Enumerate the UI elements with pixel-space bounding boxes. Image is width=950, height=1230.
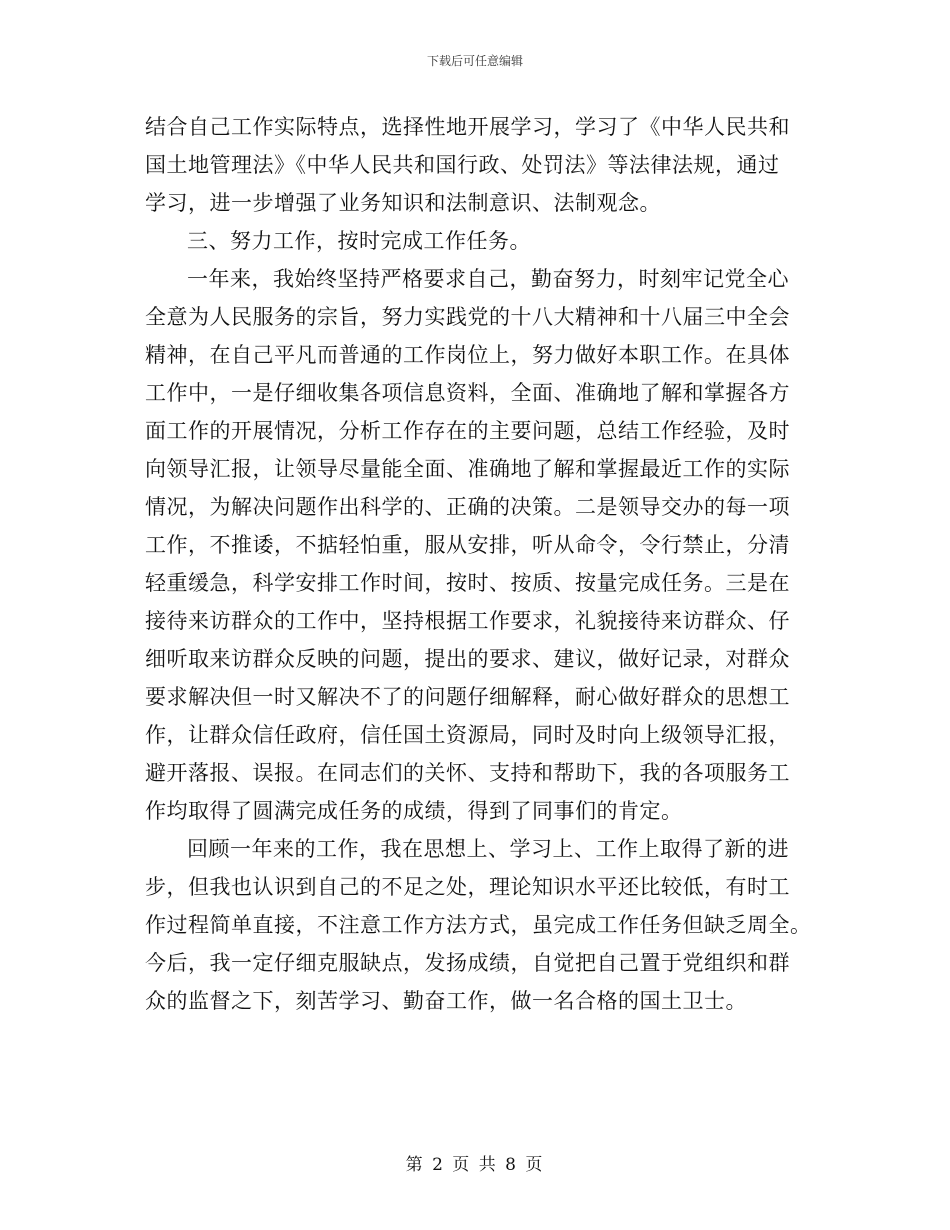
page-header: 下载后可任意编辑 [426, 54, 523, 68]
text-line: 回顾一年来的工作，我在思想上、学习上、工作上取得了新的进 [187, 837, 789, 861]
text-line: 众的监督之下，刻苦学习、勤奋工作，做一名合格的国土卫士。 [145, 989, 747, 1013]
text-line: 轻重缓急，科学安排工作时间，按时、按质、按量完成任务。三是在 [145, 571, 790, 595]
text-line: 向领导汇报，让领导尽量能全面、准确地了解和掌握最近工作的实际 [145, 457, 790, 481]
text-line: 一年来，我始终坚持严格要求自己，勤奋努力，时刻牢记党全心 [187, 267, 789, 291]
text-line: 避开落报、误报。在同志们的关怀、支持和帮助下，我的各项服务工 [145, 761, 790, 785]
text-line: 作均取得了圆满完成任务的成绩，得到了同事们的肯定。 [145, 799, 683, 823]
text-line: 工作，不推诿，不掂轻怕重，服从安排，听从命令，令行禁止，分清 [145, 533, 790, 557]
text-line: 今后，我一定仔细克服缺点，发扬成绩，自觉把自己置于党组织和群 [145, 951, 790, 975]
text-line: 细听取来访群众反映的问题，提出的要求、建议，做好记录，对群众 [145, 647, 790, 671]
text-line: 学习，进一步增强了业务知识和法制意识、法制观念。 [145, 191, 661, 215]
text-line: 作，让群众信任政府，信任国土资源局，同时及时向上级领导汇报， [145, 723, 790, 747]
text-line: 精神，在自己平凡而普通的工作岗位上，努力做好本职工作。在具体 [145, 343, 790, 367]
text-line: 要求解决但一时又解决不了的问题仔细解释，耐心做好群众的思想工 [145, 685, 790, 709]
text-line: 步，但我也认识到自己的不足之处，理论知识水平还比较低，有时工 [145, 875, 790, 899]
section-heading: 三、努力工作，按时完成工作任务。 [187, 229, 531, 253]
text-line: 国土地管理法》《中华人民共和国行政、处罚法》等法律法规，通过 [145, 153, 780, 177]
page-footer: 第 2 页 共 8 页 [405, 1155, 545, 1175]
text-line: 作过程简单直接，不注意工作方法方式，虽完成工作任务但缺乏周全。 [145, 913, 812, 937]
text-line: 全意为人民服务的宗旨，努力实践党的十八大精神和十八届三中全会 [145, 305, 790, 329]
text-line: 面工作的开展情况，分析工作存在的主要问题，总结工作经验，及时 [145, 419, 790, 443]
text-line: 情况，为解决问题作出科学的、正确的决策。二是领导交办的每一项 [145, 495, 790, 519]
text-line: 接待来访群众的工作中，坚持根据工作要求，礼貌接待来访群众、仔 [145, 609, 790, 633]
text-line: 结合自己工作实际特点，选择性地开展学习，学习了《中华人民共和 [145, 115, 790, 139]
text-line: 工作中，一是仔细收集各项信息资料，全面、准确地了解和掌握各方 [145, 381, 790, 405]
